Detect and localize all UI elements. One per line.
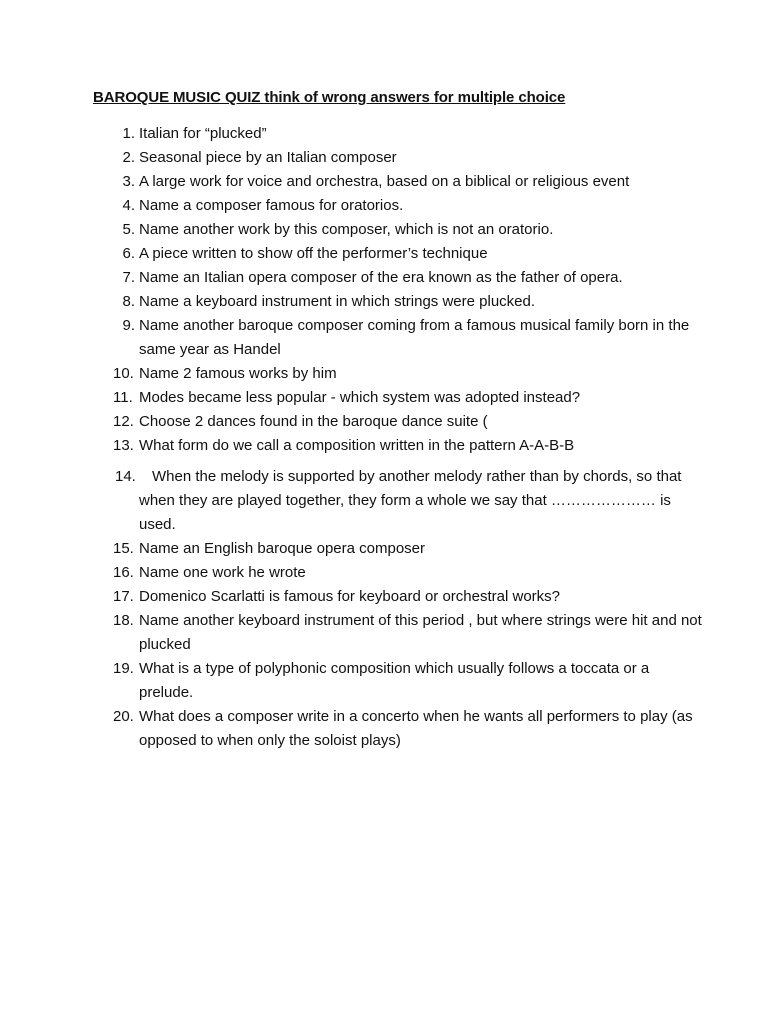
question-number: 2. [122, 149, 135, 166]
question-text: Name an Italian opera composer of the era known as the father of opera. [139, 269, 623, 286]
question-text: What form do we call a composition written in the pattern A-A-B-B [139, 437, 575, 454]
question-number: 4. [122, 197, 135, 214]
question-item [93, 585, 703, 609]
question-item [93, 657, 703, 705]
question-list [93, 122, 703, 753]
question-number: 11. [113, 389, 133, 406]
question-text: Name a keyboard instrument in which strings were plucked. [139, 293, 536, 310]
question-text: Name another work by this composer, which is not an oratorio. [139, 221, 554, 238]
question-number: 18. [113, 612, 134, 629]
question-number: 15. [113, 540, 134, 557]
question-item [93, 410, 703, 434]
question-number: 17. [113, 588, 134, 605]
question-number: 8. [122, 293, 135, 310]
question-text [139, 468, 681, 533]
question-number: 3. [122, 173, 135, 190]
question-item [93, 705, 703, 753]
question-text-content: When the melody is supported by another melody rather than by chords, so that when they are played together, they form a whole we say that ………………… is used. [139, 468, 682, 533]
question-item [93, 386, 703, 410]
question-number: 13. [113, 437, 134, 454]
question-number: 14. [115, 468, 136, 485]
question-number: 6. [122, 245, 135, 262]
question-number: 16. [113, 564, 134, 581]
question-item [93, 609, 703, 657]
question-item [93, 122, 703, 146]
question-item [93, 537, 703, 561]
question-text: Choose 2 dances found in the baroque dance suite ( [139, 413, 488, 430]
question-number: 9. [122, 317, 135, 334]
question-item [93, 434, 703, 458]
question-text: A piece written to show off the performer’s technique [139, 245, 488, 262]
question-text: Name another baroque composer coming from a famous musical family born in the same year as Handel [139, 317, 690, 358]
question-item [93, 266, 703, 290]
question-text: Name 2 famous works by him [139, 365, 337, 382]
question-number: 20. [113, 708, 134, 725]
question-item [93, 561, 703, 585]
question-item [93, 170, 703, 194]
question-number: 7. [122, 269, 135, 286]
question-item [93, 146, 703, 170]
question-item [93, 362, 703, 386]
question-item [93, 465, 703, 537]
question-text: What is a type of polyphonic composition which usually follows a toccata or a prelude. [139, 660, 650, 701]
question-text: Domenico Scarlatti is famous for keyboard or orchestral works? [139, 588, 560, 605]
question-text: A large work for voice and orchestra, based on a biblical or religious event [139, 173, 630, 190]
question-item [93, 194, 703, 218]
quiz-title: BAROQUE MUSIC QUIZ think of wrong answers for multiple choice [93, 89, 566, 106]
question-number: 19. [113, 660, 134, 677]
question-item [93, 290, 703, 314]
question-text: Name one work he wrote [139, 564, 306, 581]
question-number: 10. [113, 365, 134, 382]
question-number: 5. [122, 221, 135, 238]
question-number: 1. [122, 125, 135, 142]
question-text: Modes became less popular - which system was adopted instead? [139, 389, 581, 406]
question-text: What does a composer write in a concerto when he wants all performers to play (as opposed to when only the soloist plays) [139, 708, 693, 749]
question-text: Name a composer famous for oratorios. [139, 197, 404, 214]
question-text: Italian for “plucked” [139, 125, 267, 142]
question-item [93, 314, 703, 362]
question-text: Name another keyboard instrument of this period , but where strings were hit and not plucked [139, 612, 702, 653]
question-number: 12. [113, 413, 134, 430]
question-text: Name an English baroque opera composer [139, 540, 426, 557]
question-item [93, 218, 703, 242]
question-text: Seasonal piece by an Italian composer [139, 149, 397, 166]
question-item [93, 242, 703, 266]
